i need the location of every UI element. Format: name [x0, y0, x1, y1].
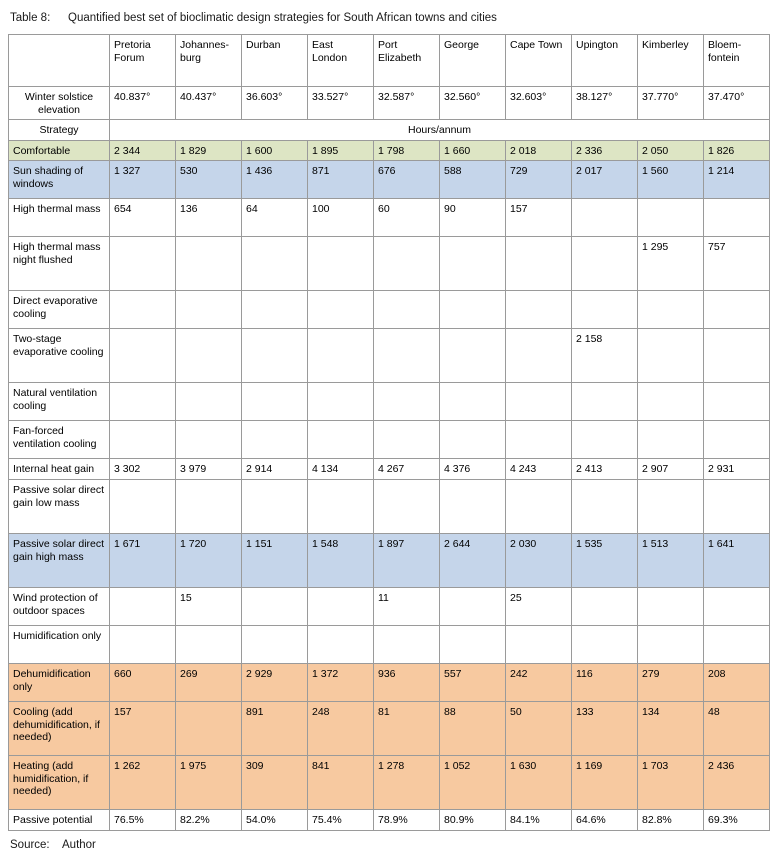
units-label: Hours/annum	[110, 120, 770, 141]
cell-value	[506, 625, 572, 663]
table-caption-label: Table 8:	[10, 12, 51, 24]
cell-value	[638, 479, 704, 533]
cell-value	[110, 237, 176, 291]
cell-value	[176, 479, 242, 533]
strategy-label: Internal heat gain	[9, 459, 110, 480]
cell-value: 1 897	[374, 533, 440, 587]
cell-value	[110, 587, 176, 625]
cell-value: 80.9%	[440, 809, 506, 830]
cell-value: 4 376	[440, 459, 506, 480]
header-row-winter-solstice	[9, 87, 770, 120]
cell-value: 1 436	[242, 161, 308, 199]
cell-value: 116	[572, 663, 638, 701]
city-header: Upington	[572, 35, 638, 87]
cell-value	[242, 383, 308, 421]
cell-value: 2 929	[242, 663, 308, 701]
cell-value	[638, 587, 704, 625]
city-header: Port Elizabeth	[374, 35, 440, 87]
cell-value	[704, 625, 770, 663]
cell-value	[704, 479, 770, 533]
table-row	[9, 140, 770, 161]
cell-value	[440, 237, 506, 291]
cell-value: 1 720	[176, 533, 242, 587]
winter-solstice-value: 36.603°	[242, 87, 308, 120]
cell-value: 2 436	[704, 755, 770, 809]
cell-value	[176, 701, 242, 755]
cell-value	[242, 329, 308, 383]
cell-value: 2 644	[440, 533, 506, 587]
cell-value: 88	[440, 701, 506, 755]
cell-value: 208	[704, 663, 770, 701]
cell-value: 11	[374, 587, 440, 625]
strategy-label: Natural ventilation cooling	[9, 383, 110, 421]
cell-value	[638, 329, 704, 383]
cell-value	[308, 421, 374, 459]
cell-value: 557	[440, 663, 506, 701]
city-header: Durban	[242, 35, 308, 87]
winter-solstice-value: 32.603°	[506, 87, 572, 120]
cell-value: 25	[506, 587, 572, 625]
cell-value	[374, 291, 440, 329]
cell-value	[572, 421, 638, 459]
cell-value: 1 535	[572, 533, 638, 587]
cell-value: 654	[110, 199, 176, 237]
cell-value	[440, 421, 506, 459]
cell-value: 2 907	[638, 459, 704, 480]
cell-value	[374, 421, 440, 459]
cell-value	[110, 329, 176, 383]
table-corner-cell	[9, 35, 110, 87]
cell-value	[638, 421, 704, 459]
cell-value: 2 914	[242, 459, 308, 480]
table-row	[9, 237, 770, 291]
table-row	[9, 533, 770, 587]
cell-value	[506, 383, 572, 421]
cell-value	[440, 383, 506, 421]
table-row	[9, 329, 770, 383]
table-row	[9, 199, 770, 237]
cell-value	[374, 383, 440, 421]
city-header: George	[440, 35, 506, 87]
strategy-label: High thermal mass night flushed	[9, 237, 110, 291]
cell-value: 4 134	[308, 459, 374, 480]
cell-value: 588	[440, 161, 506, 199]
cell-value: 64	[242, 199, 308, 237]
cell-value	[374, 237, 440, 291]
table-row	[9, 755, 770, 809]
cell-value: 1 829	[176, 140, 242, 161]
winter-solstice-value: 38.127°	[572, 87, 638, 120]
cell-value: 3 302	[110, 459, 176, 480]
cell-value	[506, 479, 572, 533]
strategy-label: Humidification only	[9, 625, 110, 663]
strategy-label: Cooling (add dehumidification, if needed)	[9, 701, 110, 755]
cell-value	[374, 329, 440, 383]
cell-value: 2 018	[506, 140, 572, 161]
cell-value: 2 017	[572, 161, 638, 199]
cell-value: 2 158	[572, 329, 638, 383]
cell-value: 1 641	[704, 533, 770, 587]
table-row	[9, 421, 770, 459]
cell-value: 157	[110, 701, 176, 755]
cell-value: 891	[242, 701, 308, 755]
cell-value	[308, 587, 374, 625]
cell-value: 81	[374, 701, 440, 755]
cell-value: 2 050	[638, 140, 704, 161]
cell-value: 1 600	[242, 140, 308, 161]
cell-value: 1 895	[308, 140, 374, 161]
cell-value	[572, 291, 638, 329]
table-row	[9, 625, 770, 663]
strategy-label: Passive solar direct gain high mass	[9, 533, 110, 587]
cell-value	[440, 625, 506, 663]
cell-value	[308, 383, 374, 421]
cell-value: 64.6%	[572, 809, 638, 830]
table-row	[9, 291, 770, 329]
cell-value: 1 513	[638, 533, 704, 587]
cell-value	[110, 479, 176, 533]
cell-value	[638, 383, 704, 421]
cell-value: 60	[374, 199, 440, 237]
city-header: East London	[308, 35, 374, 87]
cell-value	[572, 587, 638, 625]
cell-value	[704, 587, 770, 625]
table-caption-text: Quantified best set of bioclimatic design strategies for South African towns and cities	[68, 12, 497, 24]
cell-value: 242	[506, 663, 572, 701]
cell-value	[506, 291, 572, 329]
cell-value: 78.9%	[374, 809, 440, 830]
cell-value: 90	[440, 199, 506, 237]
cell-value: 136	[176, 199, 242, 237]
winter-solstice-value: 40.837°	[110, 87, 176, 120]
cell-value	[242, 587, 308, 625]
strategy-label: Passive solar direct gain low mass	[9, 479, 110, 533]
cell-value: 76.5%	[110, 809, 176, 830]
cell-value: 3 979	[176, 459, 242, 480]
table-row	[9, 383, 770, 421]
cell-value	[440, 291, 506, 329]
cell-value: 50	[506, 701, 572, 755]
table-row	[9, 479, 770, 533]
cell-value	[704, 421, 770, 459]
strategy-label: Sun shading of windows	[9, 161, 110, 199]
cell-value	[506, 237, 572, 291]
winter-solstice-label: Winter solstice elevation	[9, 87, 110, 120]
cell-value	[638, 291, 704, 329]
cell-value: 54.0%	[242, 809, 308, 830]
cell-value: 1 826	[704, 140, 770, 161]
cell-value: 1 630	[506, 755, 572, 809]
winter-solstice-value: 37.470°	[704, 87, 770, 120]
cell-value	[440, 479, 506, 533]
cell-value	[242, 291, 308, 329]
cell-value	[308, 237, 374, 291]
cell-value	[242, 479, 308, 533]
winter-solstice-value: 33.527°	[308, 87, 374, 120]
cell-value	[176, 291, 242, 329]
cell-value: 82.2%	[176, 809, 242, 830]
cell-value	[308, 479, 374, 533]
cell-value: 1 660	[440, 140, 506, 161]
cell-value	[308, 625, 374, 663]
cell-value: 1 295	[638, 237, 704, 291]
header-row-units	[9, 120, 770, 141]
strategy-label: Comfortable	[9, 140, 110, 161]
table-row	[9, 809, 770, 830]
cell-value: 82.8%	[638, 809, 704, 830]
cell-value	[440, 587, 506, 625]
cell-value	[110, 421, 176, 459]
cell-value: 2 931	[704, 459, 770, 480]
cell-value	[572, 479, 638, 533]
cell-value	[176, 329, 242, 383]
strategy-column-label: Strategy	[9, 120, 110, 141]
city-header: Kimberley	[638, 35, 704, 87]
cell-value	[572, 383, 638, 421]
cell-value: 248	[308, 701, 374, 755]
cell-value: 4 267	[374, 459, 440, 480]
cell-value: 269	[176, 663, 242, 701]
strategy-label: Heating (add humidification, if needed)	[9, 755, 110, 809]
cell-value: 530	[176, 161, 242, 199]
cell-value: 2 413	[572, 459, 638, 480]
cell-value: 936	[374, 663, 440, 701]
table-row	[9, 161, 770, 199]
source-text: Author	[62, 838, 96, 851]
cell-value: 1 214	[704, 161, 770, 199]
cell-value	[110, 625, 176, 663]
cell-value: 676	[374, 161, 440, 199]
cell-value: 871	[308, 161, 374, 199]
cell-value: 1 052	[440, 755, 506, 809]
cell-value	[704, 383, 770, 421]
cell-value: 309	[242, 755, 308, 809]
cell-value	[308, 329, 374, 383]
winter-solstice-value: 32.560°	[440, 87, 506, 120]
cell-value	[638, 199, 704, 237]
cell-value	[572, 199, 638, 237]
cell-value: 157	[506, 199, 572, 237]
cell-value: 660	[110, 663, 176, 701]
strategy-label: High thermal mass	[9, 199, 110, 237]
cell-value: 100	[308, 199, 374, 237]
table-row	[9, 459, 770, 480]
cell-value: 69.3%	[704, 809, 770, 830]
city-header: Bloem-fontein	[704, 35, 770, 87]
cell-value: 4 243	[506, 459, 572, 480]
cell-value: 75.4%	[308, 809, 374, 830]
cell-value	[110, 383, 176, 421]
winter-solstice-value: 37.770°	[638, 87, 704, 120]
cell-value: 1 262	[110, 755, 176, 809]
strategy-label: Dehumidification only	[9, 663, 110, 701]
cell-value: 1 703	[638, 755, 704, 809]
strategy-label: Wind protection of outdoor spaces	[9, 587, 110, 625]
cell-value: 2 030	[506, 533, 572, 587]
cell-value	[176, 383, 242, 421]
cell-value	[440, 329, 506, 383]
table-header	[9, 35, 770, 141]
cell-value	[110, 291, 176, 329]
cell-value	[374, 625, 440, 663]
cell-value: 1 798	[374, 140, 440, 161]
cell-value	[176, 237, 242, 291]
table-row	[9, 663, 770, 701]
cell-value: 2 336	[572, 140, 638, 161]
cell-value	[704, 199, 770, 237]
cell-value	[638, 625, 704, 663]
cell-value	[308, 291, 374, 329]
cell-value	[242, 625, 308, 663]
source-note	[10, 839, 769, 851]
strategy-label: Passive potential	[9, 809, 110, 830]
strategy-label: Direct evaporative cooling	[9, 291, 110, 329]
table-caption	[10, 12, 769, 24]
cell-value	[176, 625, 242, 663]
bioclimatic-strategy-table	[8, 34, 770, 831]
cell-value: 729	[506, 161, 572, 199]
cell-value	[704, 291, 770, 329]
source-label: Source:	[10, 838, 50, 851]
cell-value: 1 327	[110, 161, 176, 199]
header-row-cities	[9, 35, 770, 87]
cell-value: 1 151	[242, 533, 308, 587]
cell-value: 1 278	[374, 755, 440, 809]
cell-value: 1 548	[308, 533, 374, 587]
cell-value	[506, 329, 572, 383]
cell-value	[242, 421, 308, 459]
strategy-label: Fan-forced ventilation cooling	[9, 421, 110, 459]
strategy-label: Two-stage evaporative cooling	[9, 329, 110, 383]
city-header: Cape Town	[506, 35, 572, 87]
cell-value: 757	[704, 237, 770, 291]
cell-value: 1 372	[308, 663, 374, 701]
cell-value	[374, 479, 440, 533]
cell-value: 1 671	[110, 533, 176, 587]
table-body	[9, 140, 770, 830]
cell-value: 1 975	[176, 755, 242, 809]
city-header: Pretoria Forum	[110, 35, 176, 87]
cell-value	[506, 421, 572, 459]
table-row	[9, 701, 770, 755]
city-header: Johannes-burg	[176, 35, 242, 87]
cell-value	[572, 237, 638, 291]
cell-value: 84.1%	[506, 809, 572, 830]
winter-solstice-value: 32.587°	[374, 87, 440, 120]
cell-value: 15	[176, 587, 242, 625]
cell-value	[176, 421, 242, 459]
winter-solstice-value: 40.437°	[176, 87, 242, 120]
cell-value: 1 169	[572, 755, 638, 809]
cell-value: 1 560	[638, 161, 704, 199]
cell-value: 2 344	[110, 140, 176, 161]
cell-value: 134	[638, 701, 704, 755]
table-row	[9, 587, 770, 625]
cell-value: 279	[638, 663, 704, 701]
cell-value	[242, 237, 308, 291]
cell-value: 133	[572, 701, 638, 755]
cell-value	[704, 329, 770, 383]
cell-value: 48	[704, 701, 770, 755]
cell-value: 841	[308, 755, 374, 809]
cell-value	[572, 625, 638, 663]
